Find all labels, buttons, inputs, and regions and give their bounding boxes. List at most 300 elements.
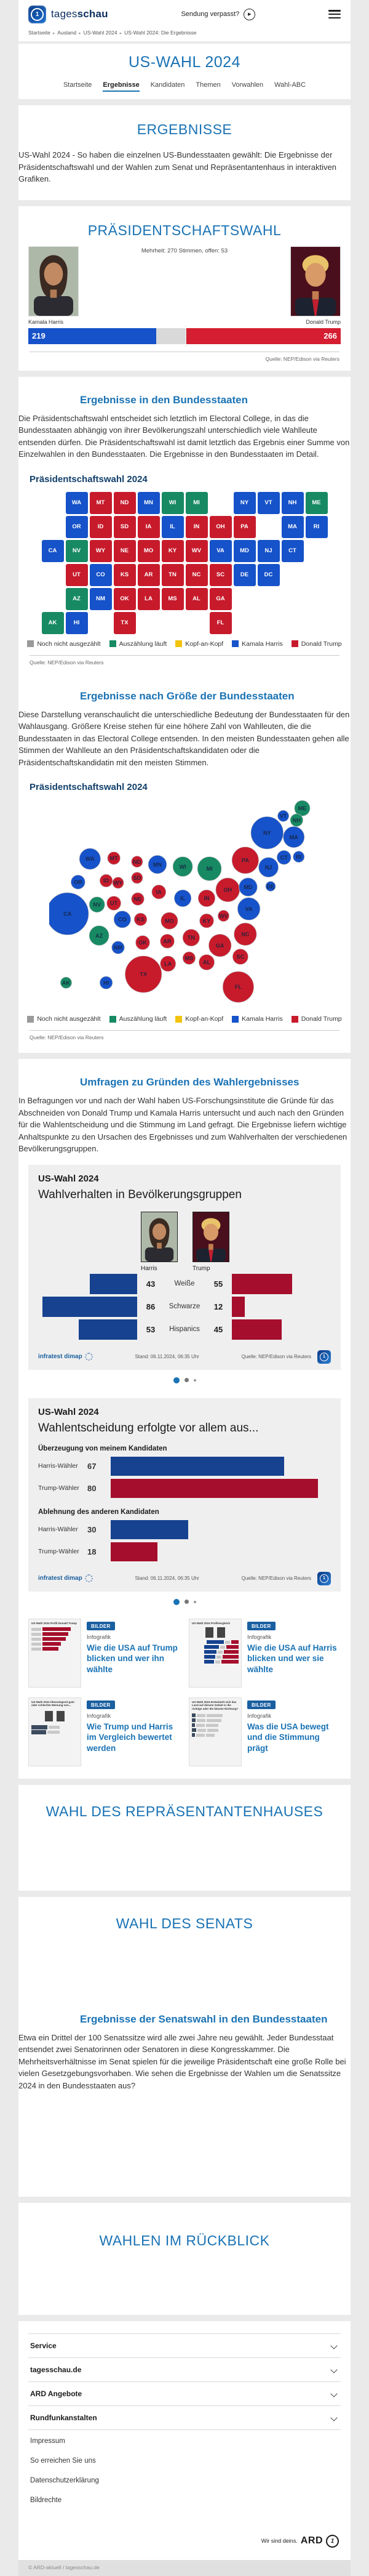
electoral-bar (28, 328, 341, 344)
state-bubble-label-FL: FL (234, 984, 242, 991)
trump-value: 45 (213, 1324, 223, 1334)
state-tile-VT[interactable]: VT (258, 492, 280, 514)
card2-kicker: US-Wahl 2024 (38, 1406, 99, 1417)
state-bubble-label-NV: NV (93, 901, 101, 908)
mini-trump-bar (224, 1650, 239, 1654)
breadcrumb-item[interactable]: US-Wahl 2024: Die Ergebnisse (124, 30, 197, 36)
state-tile-WV[interactable]: WV (186, 540, 208, 562)
card1-kicker: US-Wahl 2024 (38, 1173, 99, 1184)
tab-startseite[interactable]: Startseite (63, 81, 92, 89)
trump-portrait (192, 1212, 229, 1262)
legend-chip (109, 640, 116, 647)
state-bubble-label-UT: UT (110, 900, 118, 907)
tagesschau-logo-icon (28, 6, 46, 23)
mini-harris-photo (205, 1627, 213, 1638)
state-bubble-label-NY: NY (263, 829, 271, 836)
state-tile-WY[interactable]: WY (90, 540, 112, 562)
state-tile-MS[interactable]: MS (162, 588, 184, 610)
mini-label (31, 1648, 41, 1651)
dimap-spinner-icon (85, 1574, 93, 1582)
harris-name: Kamala Harris (28, 318, 64, 325)
mini-harris-photo (57, 1711, 65, 1721)
teaser-kicker: Infografik (247, 1633, 272, 1641)
state-tile-MA[interactable]: MA (282, 516, 304, 538)
state-tile-NJ[interactable]: NJ (258, 540, 280, 562)
trump-bar-track (232, 1297, 331, 1317)
legend-chip (232, 1016, 239, 1023)
state-tile-GA[interactable]: GA (210, 588, 232, 610)
teaser-thumbnail (28, 1697, 81, 1766)
state-tile-DC[interactable]: DC (258, 564, 280, 586)
legend-label: Donald Trump (301, 640, 342, 648)
harris-bar (79, 1319, 137, 1340)
teaser-title[interactable]: Wie die USA auf Trump blicken und wer ihn wählte (87, 1643, 178, 1674)
state-bubble-label-AK: AK (62, 980, 71, 986)
teaser-title[interactable]: Was die USA bewegt und die Stimmung prägt (247, 1721, 329, 1753)
motivation-row (38, 1519, 331, 1540)
state-tile-PA[interactable]: PA (234, 516, 256, 538)
state-tile-OH[interactable]: OH (210, 516, 232, 538)
state-tile-AR[interactable]: AR (138, 564, 160, 586)
state-bubble-label-IN: IN (204, 895, 210, 902)
carousel-dots (18, 1370, 351, 1388)
mini-gray-bar (207, 1719, 221, 1722)
trump-bar (111, 1542, 157, 1561)
harris-value: 43 (146, 1279, 156, 1289)
umfragen-heading[interactable]: Umfragen zu Gründen des Wahlergebnisses (80, 1076, 300, 1089)
infografik-teaser-grid (18, 1610, 351, 1779)
state-bubble-label-RI: RI (296, 853, 302, 860)
state-tile-AZ[interactable]: AZ (66, 588, 88, 610)
state-bubble-label-ME: ME (298, 805, 307, 811)
state-bubble-label-TX: TX (140, 971, 147, 978)
state-bubble-label-MN: MN (153, 861, 162, 868)
state-bubble-label-MT: MT (109, 855, 118, 862)
state-tile-VA[interactable]: VA (210, 540, 232, 562)
harris-bar (90, 1274, 137, 1294)
footer-accordion-ardangebote[interactable] (28, 2381, 341, 2405)
mini-trump-bar (223, 1655, 239, 1659)
mini-bar-row (192, 1660, 239, 1664)
harris-photo (28, 246, 79, 316)
footer-accordion-service[interactable] (28, 2333, 341, 2357)
mini-trump-bar (226, 1645, 239, 1649)
demographic-row-weiße (38, 1273, 331, 1295)
mini-bar-row (31, 1632, 78, 1636)
state-tile-WI[interactable]: WI (162, 492, 184, 514)
teaser-kicker: Infografik (87, 1633, 111, 1641)
mini-bar-row (192, 1650, 239, 1654)
card1-title: Wahlverhalten in Bevölkerungsgruppen (38, 1188, 242, 1201)
accordion-label: Service (30, 2341, 57, 2350)
state-tile-SD[interactable]: SD (114, 516, 136, 538)
mini-dark-bar (31, 1725, 47, 1729)
state-bubble-label-IA: IA (156, 888, 162, 895)
state-tile-NV[interactable]: NV (66, 540, 88, 562)
state-tile-NC[interactable]: NC (186, 564, 208, 586)
mini-label (196, 1734, 205, 1737)
state-tile-OR[interactable]: OR (66, 516, 88, 538)
group-label: Weiße (174, 1280, 195, 1288)
mini-harris-bar (204, 1655, 215, 1659)
legend-label: Kamala Harris (242, 1015, 283, 1023)
tagesschau-wordmark: tagesschau (51, 8, 108, 20)
state-bubble-label-KY: KY (202, 917, 211, 924)
card2-source: Quelle: NEP/Edison via Reuters (241, 1576, 311, 1582)
state-bubble-label-NM: NM (113, 944, 123, 951)
legend-item (292, 640, 342, 648)
state-tile-MN[interactable]: MN (138, 492, 160, 514)
harris-value: 86 (146, 1302, 156, 1311)
site-header (18, 0, 351, 28)
mini-bar-row (192, 1723, 239, 1727)
legend-item (109, 640, 167, 648)
state-tile-ME[interactable]: ME (306, 492, 328, 514)
bilder-badge: BILDER (247, 1701, 276, 1709)
demographics-chart-card (28, 1165, 341, 1370)
mini-bar-row (192, 1655, 239, 1659)
teaser-thumbnail (189, 1619, 242, 1688)
state-tile-IL[interactable]: IL (162, 516, 184, 538)
breadcrumb-separator: ▸ (52, 31, 55, 36)
legend-item (292, 1015, 342, 1023)
voter-group-value: 67 (87, 1461, 97, 1471)
teaser-meta (87, 1697, 180, 1766)
trump-bar (232, 1274, 292, 1294)
state-tile-OK[interactable]: OK (114, 588, 136, 610)
accordion-label: ARD Angebote (30, 2389, 82, 2398)
state-bubble-label-CT: CT (280, 854, 288, 861)
breadcrumb-item[interactable]: Ausland (57, 30, 77, 36)
state-tile-DE[interactable]: DE (234, 564, 256, 586)
motivation-chart-card (28, 1398, 341, 1592)
teaser-meta (247, 1619, 341, 1688)
state-tile-MT[interactable]: MT (90, 492, 112, 514)
motivation-group-label: Überzeugung von meinem Kandidaten (38, 1444, 167, 1452)
legend-chip (292, 640, 298, 647)
state-tile-KS[interactable]: KS (114, 564, 136, 586)
bar-track (111, 1479, 331, 1498)
footer-link[interactable]: So erreichen Sie uns (30, 2457, 96, 2465)
state-bubble-label-CO: CO (118, 916, 127, 923)
state-bubble-label-IL: IL (180, 895, 186, 902)
ard-footer-logo (28, 2516, 341, 2556)
card2-title: Wahlentscheidung erfolgte vor allem aus... (38, 1421, 259, 1435)
state-bubble-label-ID: ID (103, 877, 109, 884)
state-results-text: Die Präsidentschaftswahl entscheidet sich letztlich im Electoral College, in das die Bundesstaaten abhängig von ihrer Bevölkerungszahl unterschiedlich viele Wahlleute entsenden dürfen. Die Präsidentschaftswahl ist damit letztlich das Ergebnis einer Summe von Einzelwahlen in den Bundesstaaten. Die Ergebnisse in den Bundesstaaten im Detail. (18, 413, 350, 459)
chevron-down-icon (330, 2366, 337, 2373)
harris-bar (42, 1297, 137, 1317)
carousel-dot-3[interactable] (194, 1379, 196, 1382)
state-tile-LA[interactable]: LA (138, 588, 160, 610)
rueckblick-heading: WAHLEN IM RÜCKBLICK (99, 2232, 270, 2248)
map-chart-title: Präsidentschaftswahl 2024 (30, 473, 148, 485)
state-bubble-label-MI: MI (206, 866, 213, 872)
state-bubble-label-OK: OK (138, 940, 147, 946)
mini-photos (192, 1627, 239, 1638)
map-source-note: Quelle: NEP/Edison via Reuters (30, 659, 104, 666)
footer-accordion-rundfunkanstalten[interactable] (28, 2405, 341, 2430)
accordion-label: tagesschau.de (30, 2365, 82, 2374)
breadcrumb-item[interactable]: US-Wahl 2024 (83, 30, 117, 36)
state-tile-RI[interactable]: RI (306, 516, 328, 538)
majority-note: Mehrheit: 270 Stimmen, offen: 53 (141, 247, 228, 254)
missed-show-label: Sendung verpasst? (181, 10, 240, 18)
teaser-meta (247, 1697, 341, 1766)
bar-track (111, 1457, 331, 1476)
state-tile-CO[interactable]: CO (90, 564, 112, 586)
carousel-dot-2[interactable] (184, 1600, 189, 1604)
infratest-dimap-logo: infratest dimap (38, 1353, 93, 1361)
voter-group-label: Trump-Wähler (38, 1484, 79, 1492)
state-tile-FL[interactable]: FL (210, 612, 232, 634)
mini-dark-square (192, 1733, 195, 1737)
state-tile-SC[interactable]: SC (210, 564, 232, 586)
mini-gray-bar (206, 1734, 215, 1737)
voter-group-label: Harris-Wähler (38, 1462, 78, 1470)
bubble-source-note: Quelle: NEP/Edison via Reuters (30, 1034, 104, 1041)
harris-portrait (141, 1212, 178, 1262)
us-states-map (42, 492, 328, 634)
mini-gray-bar (206, 1724, 218, 1727)
menu-icon[interactable] (328, 10, 341, 18)
state-tile-MD[interactable]: MD (234, 540, 256, 562)
state-bubble-label-VT: VT (279, 813, 287, 819)
mini-bar-row (31, 1725, 78, 1729)
praesidentschaftswahl-heading: PRÄSIDENTSCHAFTSWAHL (87, 222, 282, 238)
mini-label (31, 1638, 41, 1641)
ergebnisse-intro-text: US-Wahl 2024 - So haben die einzelnen US-Bundesstaaten gewählt: Die Ergebnisse der Präsidentschaftswahl und der Wahlen zum Senat und Repräsentantenhaus in interaktiven Grafiken. (18, 150, 336, 183)
senate-sub-heading[interactable]: Ergebnisse der Senatswahl in den Bundesstaaten (80, 2013, 328, 2025)
legend-chip (27, 1016, 34, 1023)
state-bubble-label-WA: WA (85, 856, 95, 863)
chevron-down-icon (330, 2414, 337, 2421)
carousel-dot-1[interactable] (173, 1377, 180, 1383)
state-bubble-label-AL: AL (202, 959, 211, 966)
mini-gray-bar (207, 1714, 223, 1717)
state-bubble-label-TN: TN (187, 935, 195, 941)
demographic-row-hispanics (38, 1319, 331, 1340)
mini-trump-bar (231, 1640, 239, 1644)
bilder-badge: BILDER (247, 1622, 276, 1630)
mini-harris-bar (204, 1660, 214, 1664)
teaser-card-1[interactable] (28, 1619, 180, 1688)
mini-bar-row (192, 1733, 239, 1737)
mini-dark-bar (31, 1730, 46, 1734)
harris-bar-track (38, 1297, 137, 1317)
state-bubble-label-WY: WY (113, 880, 123, 887)
mini-harris-bar (204, 1645, 219, 1649)
mini-label (31, 1628, 41, 1631)
majority-270-marker (185, 326, 186, 347)
harris-portrait-label: Harris (141, 1265, 157, 1272)
state-bubble-label-AZ: AZ (95, 932, 103, 939)
chevron-down-icon (330, 2390, 337, 2397)
state-bubble-label-OR: OR (74, 879, 82, 885)
state-tile-MO[interactable]: MO (138, 540, 160, 562)
mini-gray-bar (49, 1726, 60, 1729)
state-tile-CT[interactable]: CT (282, 540, 304, 562)
mini-label (197, 1729, 206, 1732)
mini-bar-row (192, 1645, 239, 1649)
trump-bar (232, 1297, 245, 1317)
mini-gap (215, 1660, 220, 1664)
ard-one-icon: 1 (325, 2534, 340, 2549)
legend-label: Kopf-an-Kopf (185, 1015, 224, 1023)
bilder-badge: BILDER (87, 1622, 115, 1630)
ard-tagline: Wir sind deins. (261, 2538, 298, 2545)
state-tile-UT[interactable]: UT (66, 564, 88, 586)
legend-chip (232, 640, 239, 647)
infratest-dimap-logo: infratest dimap (38, 1574, 93, 1582)
mini-photos (31, 1711, 78, 1721)
card1-source: Quelle: NEP/Edison via Reuters (241, 1354, 311, 1360)
thumbnail-title: US-Wahl 2024 Überwiegend gute oder schlechte Meinung von... (31, 1700, 74, 1707)
state-bubble-label-MS: MS (184, 955, 194, 962)
breadcrumb-separator: ▸ (79, 31, 81, 36)
state-tile-IA[interactable]: IA (138, 516, 160, 538)
breadcrumb-item[interactable]: Startseite (28, 30, 50, 36)
state-tile-KY[interactable]: KY (162, 540, 184, 562)
thumbnail-title: US-Wahl 2024 Profil Donald Trump (31, 1621, 77, 1625)
state-bubble-label-NJ: NJ (264, 864, 272, 871)
tab-themen[interactable]: Themen (196, 81, 221, 89)
state-bubble-label-NC: NC (241, 931, 250, 938)
mini-bar-row (31, 1642, 78, 1646)
teaser-card-3[interactable] (28, 1697, 180, 1766)
thumbnail-chart (192, 1713, 239, 1737)
teaser-title[interactable]: Wie die USA auf Harris blicken und wer sie wählte (247, 1643, 337, 1674)
state-tile-WA[interactable]: WA (66, 492, 88, 514)
carousel-dot-2[interactable] (184, 1378, 189, 1382)
legend-label: Kopf-an-Kopf (185, 640, 224, 648)
mini-bar (42, 1647, 58, 1651)
mini-gap (218, 1651, 223, 1654)
mini-gray-bar (207, 1729, 218, 1732)
motivation-row (38, 1456, 331, 1476)
legend-label: Auszählung läuft (119, 1015, 167, 1023)
legend-chip (109, 1016, 116, 1023)
legend-item (175, 1015, 223, 1023)
tab-kandidaten[interactable]: Kandidaten (150, 81, 185, 89)
mini-bar-row (31, 1627, 78, 1631)
mini-gray-bar (47, 1731, 60, 1734)
motivation-group-label: Ablehnung des anderen Kandidaten (38, 1508, 159, 1516)
tab-ergebnisse[interactable]: Ergebnisse (103, 81, 139, 92)
us-states-bubble-map (18, 800, 351, 1010)
state-tile-IN[interactable]: IN (186, 516, 208, 538)
teaser-title[interactable]: Wie Trump und Harris im Vergleich bewertet werden (87, 1721, 173, 1753)
carousel-dot-1[interactable] (173, 1599, 180, 1605)
voter-group-value: 80 (87, 1483, 97, 1493)
trump-votes-bar: 266 (186, 328, 341, 344)
chevron-down-icon (330, 2342, 337, 2349)
state-tile-TN[interactable]: TN (162, 564, 184, 586)
state-tile-MI[interactable]: MI (186, 492, 208, 514)
bubble-section-heading[interactable]: Ergebnisse nach Größe der Bundesstaaten (80, 690, 295, 702)
legend-chip (292, 1016, 298, 1023)
state-bubble-label-NE: NE (133, 896, 142, 903)
state-tile-NM[interactable]: NM (90, 588, 112, 610)
bar-track (111, 1542, 331, 1561)
tagesschau-logo[interactable] (28, 6, 108, 23)
state-tile-NH[interactable]: NH (282, 492, 304, 514)
mini-dark-square (192, 1728, 196, 1732)
mini-trump-photo (217, 1627, 225, 1638)
state-tile-AL[interactable]: AL (186, 588, 208, 610)
teaser-card-4[interactable] (189, 1697, 341, 1766)
footer-link[interactable]: Impressum (30, 2437, 65, 2445)
footer-link[interactable]: Datenschutzerklärung (30, 2476, 99, 2484)
state-bubble-label-VA: VA (245, 906, 253, 912)
state-tile-AK[interactable]: AK (42, 612, 64, 634)
teaser-card-2[interactable] (189, 1619, 341, 1688)
thumbnail-chart (31, 1627, 78, 1651)
legend-label: Donald Trump (301, 1015, 342, 1023)
harris-bar-track (38, 1319, 137, 1340)
trump-bar-track (232, 1319, 331, 1340)
state-bubble-label-MA: MA (289, 834, 298, 840)
state-bubble-label-WI: WI (179, 863, 186, 870)
missed-show-link[interactable] (108, 9, 328, 20)
mini-label (197, 1719, 205, 1722)
trump-photo (290, 246, 341, 316)
open-votes-bar (156, 328, 186, 344)
footer-accordion-tagesschaude[interactable] (28, 2357, 341, 2381)
footer-link[interactable]: Bildrechte (30, 2496, 62, 2504)
mini-trump-bar (221, 1660, 239, 1664)
bubble-legend (18, 1015, 351, 1023)
bilder-badge: BILDER (87, 1701, 115, 1709)
teaser-kicker: Infografik (87, 1712, 111, 1720)
state-bubble-label-AR: AR (163, 938, 172, 944)
teaser-meta (87, 1619, 180, 1688)
mini-label (196, 1724, 205, 1727)
mini-label (197, 1714, 205, 1717)
mini-gap (225, 1641, 230, 1644)
state-tile-TX[interactable]: TX (114, 612, 136, 634)
state-tile-HI[interactable]: HI (66, 612, 88, 634)
harris-value: 53 (146, 1324, 156, 1334)
motivation-row (38, 1542, 331, 1562)
state-bubble-label-NH: NH (292, 817, 301, 824)
mini-gap (220, 1646, 225, 1649)
state-bubble-label-KS: KS (137, 916, 145, 923)
state-tile-ND[interactable]: ND (114, 492, 136, 514)
state-tile-ID[interactable]: ID (90, 516, 112, 538)
group-label: Hispanics (169, 1326, 200, 1334)
tab-vorwahlen[interactable]: Vorwahlen (231, 81, 264, 89)
mini-harris-bar (204, 1650, 216, 1654)
teaser-thumbnail (189, 1697, 242, 1766)
state-tile-NE[interactable]: NE (114, 540, 136, 562)
mini-dark-square (192, 1713, 196, 1717)
map-legend (18, 640, 351, 648)
legend-item (232, 640, 283, 648)
tab-wahl-abc[interactable]: Wahl-ABC (274, 81, 306, 89)
card2-stand: Stand: 06.11.2024, 06:35 Uhr (135, 1576, 199, 1582)
trump-bar-track (232, 1274, 331, 1294)
state-tile-NY[interactable]: NY (234, 492, 256, 514)
state-tile-CA[interactable]: CA (42, 540, 64, 562)
voter-group-value: 18 (87, 1547, 97, 1556)
carousel-dot-3[interactable] (194, 1601, 196, 1603)
state-results-heading[interactable]: Ergebnisse in den Bundesstaaten (80, 393, 248, 406)
legend-item (109, 1015, 167, 1023)
mini-label (31, 1643, 41, 1646)
mini-dark-square (192, 1723, 195, 1727)
voter-group-label: Harris-Wähler (38, 1526, 78, 1534)
